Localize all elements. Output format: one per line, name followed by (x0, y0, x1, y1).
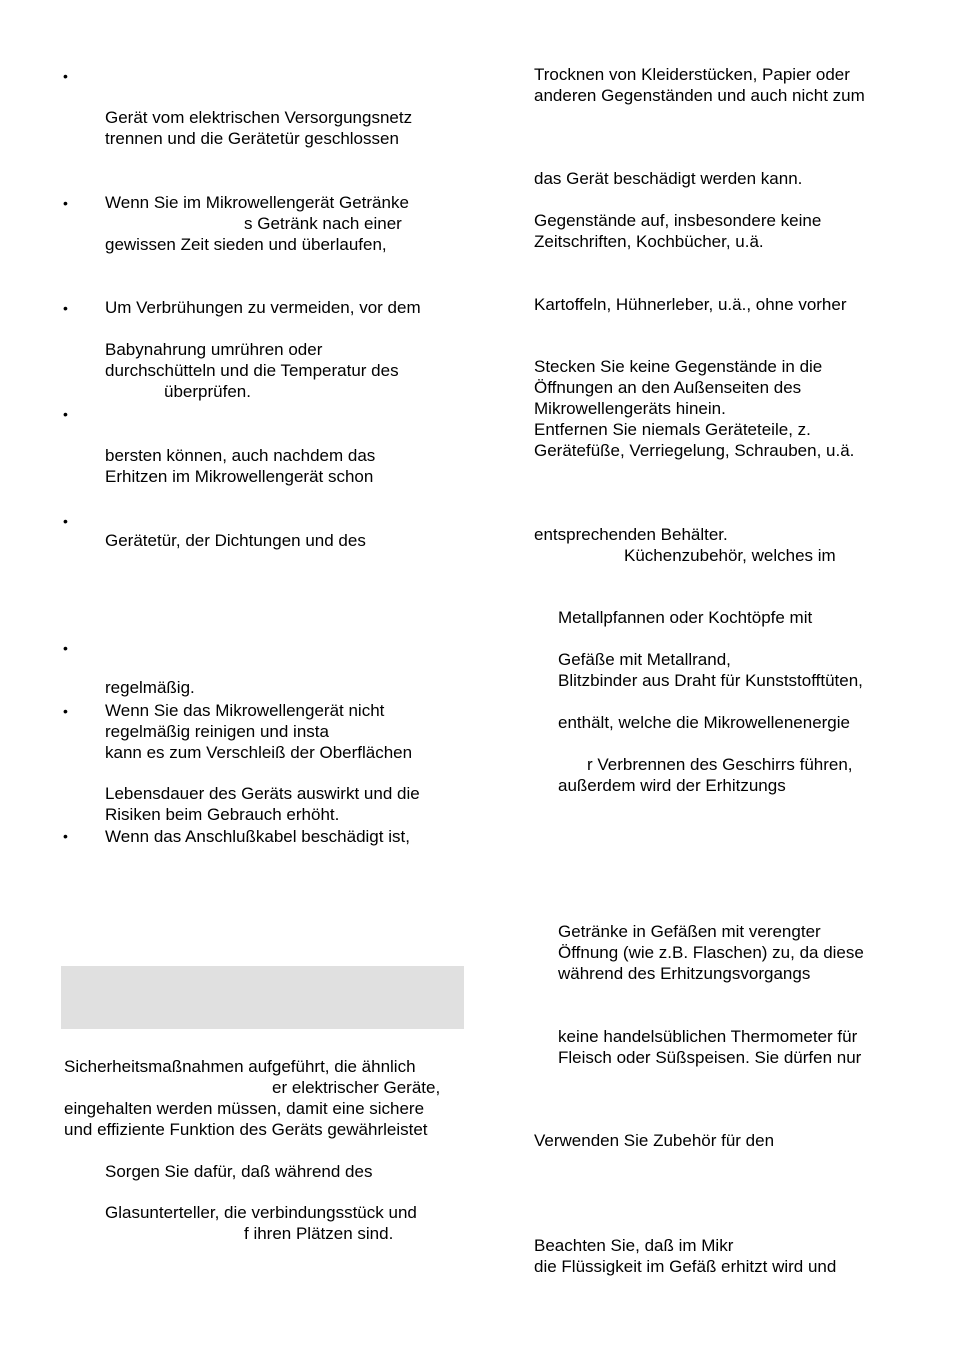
text-line: Gerätetür, der Dichtungen und des (105, 531, 366, 550)
text-line: die Flüssigkeit im Gefäß erhitzt wird und (534, 1257, 837, 1276)
text-line: er elektrischer Geräte, (272, 1078, 441, 1097)
text-line: Zeitschriften, Kochbücher, u.ä. (534, 232, 764, 251)
text-line: eingehalten werden müssen, damit eine sichere (64, 1099, 425, 1118)
text-line: anderen Gegenständen und auch nicht zum (534, 86, 865, 105)
text-line: Küchenzubehör, welches im (624, 546, 836, 565)
text-line: Risiken beim Gebrauch erhöht. (105, 805, 340, 824)
text-line: Getränke in Gefäßen mit verengter (558, 922, 821, 941)
text-line: Erhitzen im Mikrowellengerät schon (105, 467, 374, 486)
text-line: Trocknen von Kleiderstücken, Papier oder (534, 65, 850, 84)
text-line: Kartoffeln, Hühnerleber, u.ä., ohne vorher (534, 295, 847, 314)
bullet: • (63, 703, 68, 719)
text-line: s Getränk nach einer (244, 214, 402, 233)
text-line: Stecken Sie keine Gegenstände in die (534, 357, 823, 376)
text-line: kann es zum Verschleiß der Oberflächen (105, 743, 413, 762)
text-line: r Verbrennen des Geschirrs führen, (587, 755, 853, 774)
bullet: • (63, 68, 68, 84)
text-line: trennen und die Gerätetür geschlossen (105, 129, 399, 148)
text-line: gewissen Zeit sieden und überlaufen, (105, 235, 387, 254)
text-line: während des Erhitzungsvorgangs (558, 964, 811, 983)
text-line: Gefäße mit Metallrand, (558, 650, 731, 669)
bullet: • (63, 300, 68, 316)
text-line: bersten können, auch nachdem das (105, 446, 376, 465)
text-line: Verwenden Sie Zubehör für den (534, 1131, 775, 1150)
text-line: Um Verbrühungen zu vermeiden, vor dem (105, 298, 421, 317)
text-line: regelmäßig reinigen und insta (105, 722, 329, 741)
text-line: Sicherheitsmaßnahmen aufgeführt, die ähnlich (64, 1057, 416, 1076)
text-line: Babynahrung umrühren oder (105, 340, 323, 359)
bullet: • (63, 640, 68, 656)
text-line: Blitzbinder aus Draht für Kunststofftüten, (558, 671, 863, 690)
text-line: Mikrowellengeräts hinein. (534, 399, 726, 418)
text-line: und effiziente Funktion des Geräts gewährleistet (64, 1120, 428, 1139)
text-line: Entfernen Sie niemals Geräteteile, z. (534, 420, 811, 439)
text-line: keine handelsüblichen Thermometer für (558, 1027, 858, 1046)
text-line: enthält, welche die Mikrowellenenergie (558, 713, 850, 732)
text-line: regelmäßig. (105, 678, 195, 697)
text-line: überprüfen. (164, 382, 251, 401)
text-line: durchschütteln und die Temperatur des (105, 361, 399, 380)
bullet: • (63, 406, 68, 422)
text-line: Metallpfannen oder Kochtöpfe mit (558, 608, 813, 627)
bullet: • (63, 513, 68, 529)
text-line: Wenn Sie das Mikrowellengerät nicht (105, 701, 385, 720)
text-line: Fleisch oder Süßspeisen. Sie dürfen nur (558, 1048, 862, 1067)
bullet: • (63, 828, 68, 844)
text-line: außerdem wird der Erhitzungs (558, 776, 786, 795)
text-line: Lebensdauer des Geräts auswirkt und die (105, 784, 420, 803)
text-line: Wenn das Anschlußkabel beschädigt ist, (105, 827, 410, 846)
text-line: Öffnung (wie z.B. Flaschen) zu, da diese (558, 943, 864, 962)
text-line: f ihren Plätzen sind. (244, 1224, 394, 1243)
text-line: Öffnungen an den Außenseiten des (534, 378, 802, 397)
text-line: Gegenstände auf, insbesondere keine (534, 211, 822, 230)
text-line: Sorgen Sie dafür, daß während des (105, 1162, 373, 1181)
text-line: Gerätefüße, Verriegelung, Schrauben, u.ä. (534, 441, 855, 460)
text-line: Wenn Sie im Mikrowellengerät Getränke (105, 193, 409, 212)
text-line: Glasunterteller, die verbindungsstück und (105, 1203, 417, 1222)
bullet: • (63, 195, 68, 211)
text-line: entsprechenden Behälter. (534, 525, 728, 544)
text-line: Gerät vom elektrischen Versorgungsnetz (105, 108, 413, 127)
text-line: Beachten Sie, daß im Mikr (534, 1236, 734, 1255)
text-line: das Gerät beschädigt werden kann. (534, 169, 803, 188)
section-heading-box (61, 966, 464, 1029)
